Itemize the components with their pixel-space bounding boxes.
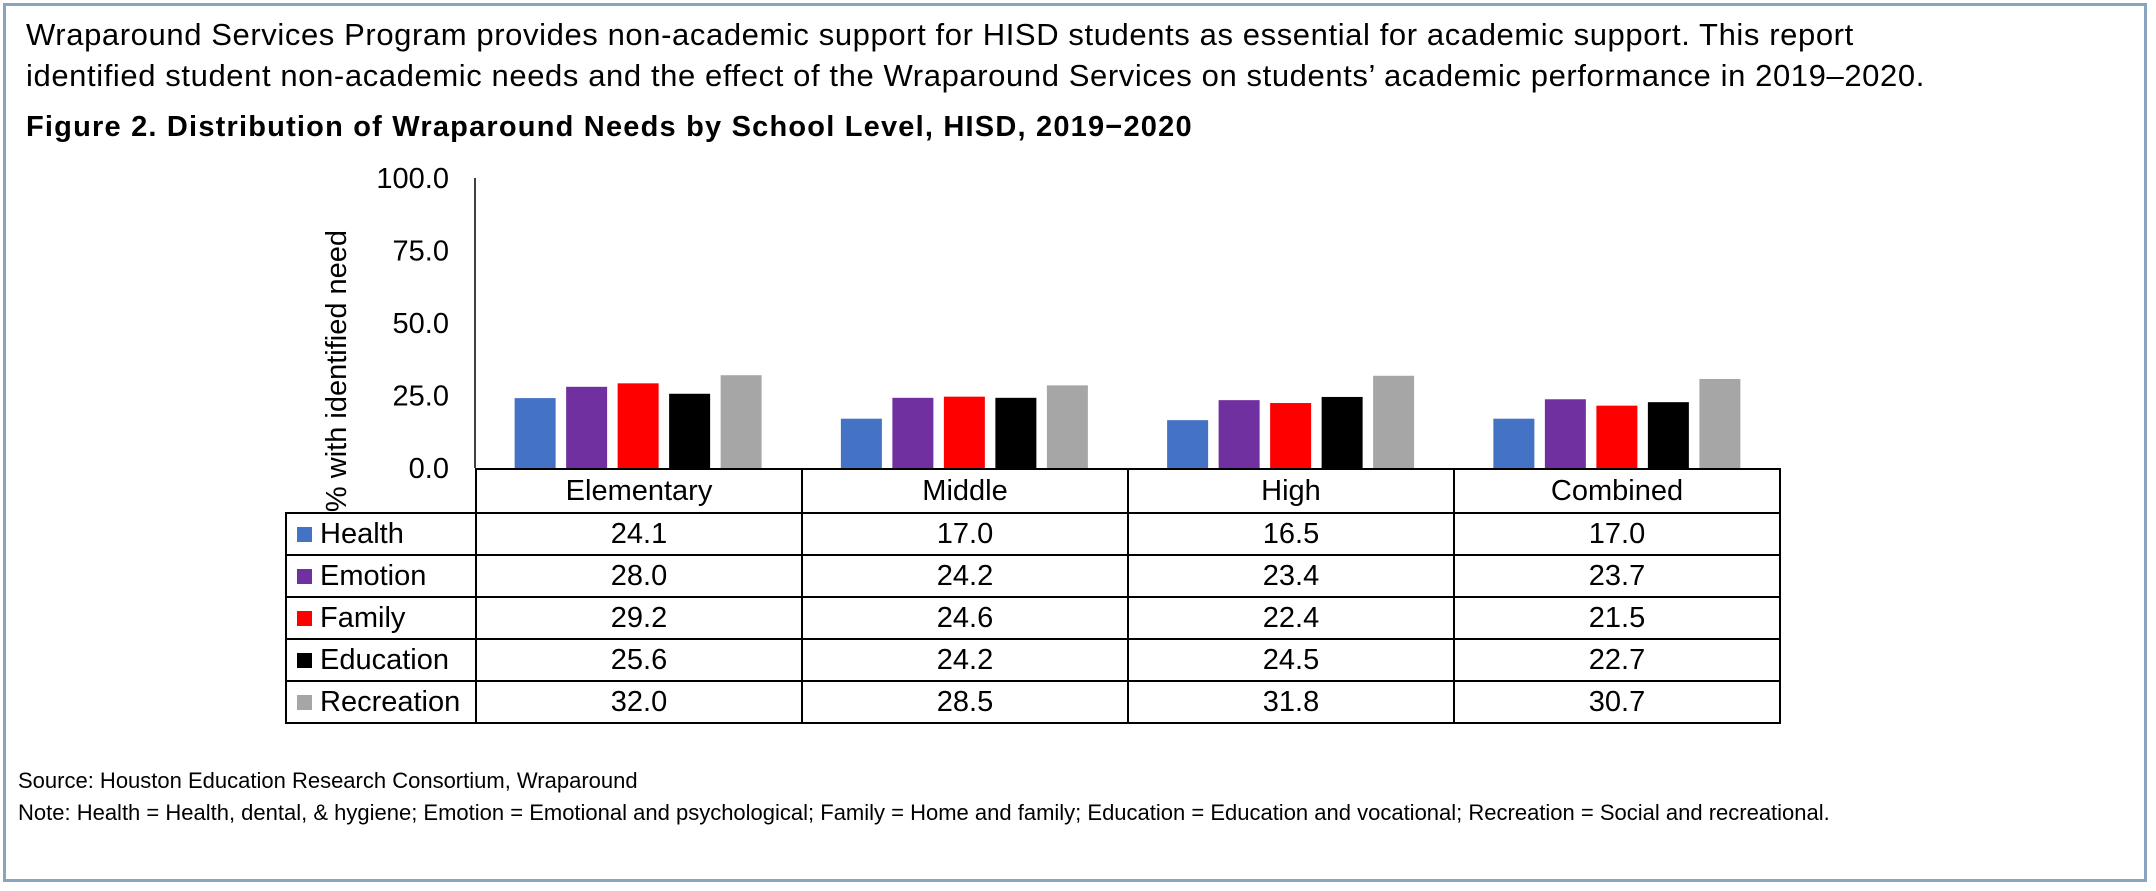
legend-label: Health xyxy=(320,517,404,550)
data-label: 17.0 xyxy=(802,513,1128,555)
y-tick-label: 50.0 xyxy=(392,308,449,340)
legend-entry xyxy=(286,597,476,639)
data-label: 21.5 xyxy=(1454,597,1780,639)
bar-recreation xyxy=(1373,376,1414,468)
data-label: 24.2 xyxy=(802,555,1128,597)
bar-education xyxy=(1322,397,1363,468)
bar-emotion xyxy=(1219,400,1260,468)
data-label: 28.0 xyxy=(476,555,802,597)
data-label: 23.7 xyxy=(1454,555,1780,597)
category-header: Elementary xyxy=(476,469,802,513)
legend-swatch-recreation xyxy=(297,695,312,710)
y-tick-label: 25.0 xyxy=(392,380,449,413)
data-label: 24.6 xyxy=(802,597,1128,639)
table-row xyxy=(286,513,1780,555)
data-label: 28.5 xyxy=(802,681,1128,723)
bar-education xyxy=(995,398,1036,468)
legend-entry xyxy=(286,555,476,597)
bar-education xyxy=(669,394,710,468)
note-line: Note: Health = Health, dental, & hygiene; Emotion = Emotional and psychological; Family = Home and family; Education = Education and vocational; Recreation = Social and recreational. xyxy=(18,800,1830,825)
bar-health xyxy=(1493,419,1534,468)
data-label: 32.0 xyxy=(476,681,802,723)
table-row xyxy=(286,681,1780,723)
data-label: 24.5 xyxy=(1128,639,1454,681)
legend-entry xyxy=(286,681,476,723)
bar-recreation xyxy=(721,375,762,468)
data-label: 22.7 xyxy=(1454,639,1780,681)
source-line: Source: Houston Education Research Consortium, Wraparound xyxy=(18,768,638,793)
bar-health xyxy=(1167,420,1208,468)
bar-family xyxy=(944,397,985,468)
data-label: 25.6 xyxy=(476,639,802,681)
legend-entry xyxy=(286,513,476,555)
bar-recreation xyxy=(1047,385,1088,468)
table-corner xyxy=(286,469,476,513)
bar-family xyxy=(618,383,659,468)
category-header-row xyxy=(286,469,1780,513)
category-header: Middle xyxy=(802,469,1128,513)
legend-label: Family xyxy=(320,601,406,634)
data-label: 22.4 xyxy=(1128,597,1454,639)
data-table xyxy=(285,468,1781,724)
bar-health xyxy=(515,398,556,468)
legend-swatch-health xyxy=(297,527,312,542)
category-header: Combined xyxy=(1454,469,1780,513)
bar-emotion xyxy=(566,387,607,468)
legend-swatch-emotion xyxy=(297,569,312,584)
data-label: 29.2 xyxy=(476,597,802,639)
figure-title: Figure 2. Distribution of Wraparound Needs by School Level, HISD, 2019−2020 xyxy=(26,111,1193,143)
legend-label: Education xyxy=(320,643,449,676)
legend-label: Recreation xyxy=(320,685,461,718)
table-row xyxy=(286,639,1780,681)
data-label: 17.0 xyxy=(1454,513,1780,555)
bar-family xyxy=(1596,406,1637,468)
y-tick-label: 100.0 xyxy=(376,163,449,195)
data-label: 16.5 xyxy=(1128,513,1454,555)
table-row xyxy=(286,597,1780,639)
legend-swatch-education xyxy=(297,653,312,668)
y-tick-label: 0.0 xyxy=(408,453,449,485)
y-axis-title: % with identified need xyxy=(321,229,353,513)
legend-entry xyxy=(286,639,476,681)
legend-label: Emotion xyxy=(320,559,427,592)
intro-line-1: Wraparound Services Program provides non-academic support for HISD students as essential for academic support. This report xyxy=(26,17,1854,52)
bar-emotion xyxy=(1545,399,1586,468)
bar-health xyxy=(841,419,882,468)
y-tick-label: 75.0 xyxy=(392,235,449,268)
bar-recreation xyxy=(1699,379,1740,468)
legend-swatch-family xyxy=(297,611,312,626)
data-label: 31.8 xyxy=(1128,681,1454,723)
table-row xyxy=(286,555,1780,597)
data-label: 24.2 xyxy=(802,639,1128,681)
category-header: High xyxy=(1128,469,1454,513)
data-label: 23.4 xyxy=(1128,555,1454,597)
data-label: 30.7 xyxy=(1454,681,1780,723)
bar-family xyxy=(1270,403,1311,468)
data-label: 24.1 xyxy=(476,513,802,555)
bar-emotion xyxy=(892,398,933,468)
bar-education xyxy=(1648,402,1689,468)
intro-line-2: identified student non-academic needs and the effect of the Wraparound Services on students’ academic performance in 2019–2020. xyxy=(26,58,1925,93)
